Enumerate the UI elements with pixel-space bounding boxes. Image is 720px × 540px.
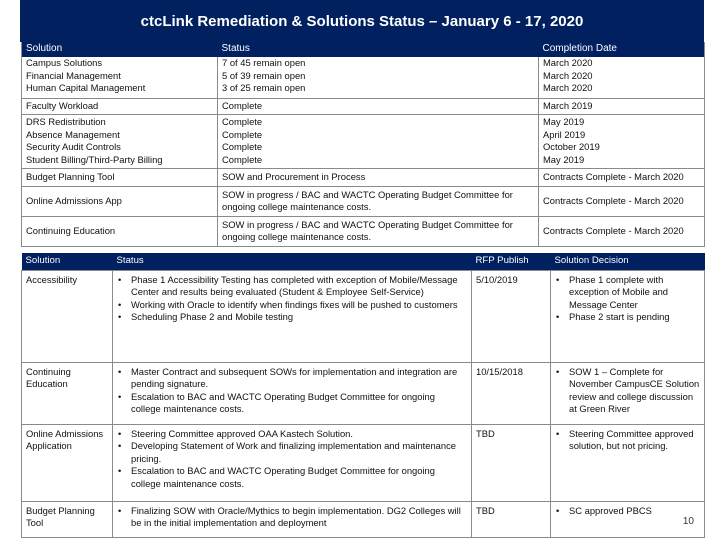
- cell-solution: Budget Planning Tool: [22, 501, 113, 537]
- cell-solution: Absence Management: [22, 129, 218, 142]
- list-item: • Phase 1 Accessibility Testing has completed with exception of Mobile/Message Center and results being evaluated (Student & Employee Self-Service): [117, 274, 467, 299]
- status-list: [117, 274, 467, 324]
- cell-status: Complete: [218, 154, 539, 169]
- table-row: [22, 129, 705, 142]
- list-item: • SOW 1 – Complete for November CampusCE Solution review and college discussion at Green River: [555, 366, 700, 416]
- column-header: Status: [218, 42, 539, 57]
- decision-list: [555, 366, 700, 416]
- cell-solution: Financial Management: [22, 70, 218, 83]
- cell-status: SOW in progress / BAC and WACTC Operating Budget Committee for ongoing college maintenance costs.: [218, 216, 539, 246]
- cell-date: May 2019: [543, 153, 585, 165]
- cell-status: [113, 362, 472, 424]
- table-row: [22, 424, 705, 501]
- cell-date: March 2020: [543, 57, 593, 68]
- table-row: [22, 115, 705, 129]
- status-list: [117, 428, 467, 491]
- cell-date: March 2019: [539, 98, 705, 115]
- table-header-row: [22, 253, 705, 270]
- cell-date: April 2019: [543, 128, 586, 140]
- cell-solution: Security Audit Controls: [22, 141, 218, 154]
- list-item: • Steering Committee approved solution, but not pricing.: [555, 428, 700, 453]
- decision-list: [555, 274, 700, 324]
- cell-decision: [551, 424, 705, 501]
- list-item: • Phase 2 start is pending: [555, 311, 700, 324]
- table-row: [22, 82, 705, 98]
- list-item: • Steering Committee approved OAA Kastech Solution.: [117, 428, 467, 441]
- column-header: RFP Publish: [472, 253, 551, 270]
- cell-rfp: 5/10/2019: [472, 270, 551, 362]
- cell-status: Complete: [218, 141, 539, 154]
- table-header-row: [22, 42, 705, 57]
- cell-decision: [551, 270, 705, 362]
- cell-date: May 2019: [539, 115, 705, 129]
- cell-date: Contracts Complete - March 2020: [539, 169, 705, 187]
- cell-solution: Human Capital Management: [22, 82, 218, 98]
- column-header: Status: [113, 253, 472, 270]
- list-item: • Working with Oracle to identify when findings fixes will be pushed to customers: [117, 299, 467, 312]
- column-header: Solution: [22, 42, 218, 57]
- cell-solution: Continuing Education: [22, 362, 113, 424]
- cell-date: Contracts Complete - March 2020: [539, 216, 705, 246]
- cell-rfp: TBD: [472, 501, 551, 537]
- table-row: [22, 216, 705, 246]
- column-header: Solution: [22, 253, 113, 270]
- cell-date: Contracts Complete - March 2020: [539, 186, 705, 216]
- cell-solution: Student Billing/Third-Party Billing: [22, 154, 218, 169]
- cell-solution: DRS Redistribution: [22, 115, 218, 129]
- cell-rfp: TBD: [472, 424, 551, 501]
- cell-status: Complete: [218, 98, 539, 115]
- cell-status: SOW and Procurement in Process: [218, 169, 539, 187]
- table-row: [22, 98, 705, 115]
- cell-status: 5 of 39 remain open: [218, 70, 539, 83]
- cell-decision: [551, 501, 705, 537]
- list-item: • Finalizing SOW with Oracle/Mythics to begin implementation. DG2 Colleges will be in the initial implementation and deployment: [117, 505, 467, 530]
- cell-status: [113, 424, 472, 501]
- cell-solution: Continuing Education: [22, 216, 218, 246]
- list-item: • Escalation to BAC and WACTC Operating Budget Committee for ongoing college maintenance costs.: [117, 465, 467, 490]
- cell-status: 7 of 45 remain open: [218, 57, 539, 70]
- list-item: • SC approved PBCS: [555, 505, 700, 518]
- decision-list: [555, 428, 700, 453]
- list-item: • Escalation to BAC and WACTC Operating Budget Committee for ongoing college maintenance costs.: [117, 391, 467, 416]
- table-row: [22, 501, 705, 537]
- column-header: Completion Date: [539, 42, 705, 57]
- cell-solution: Campus Solutions: [22, 57, 218, 70]
- status-summary-table: [21, 42, 705, 247]
- cell-date: October 2019: [543, 141, 600, 152]
- cell-status: Complete: [218, 129, 539, 142]
- cell-solution: Online Admissions Application: [22, 424, 113, 501]
- page-title: ctcLink Remediation & Solutions Status – January 6 - 17, 2020: [20, 0, 704, 42]
- table-row: [22, 186, 705, 216]
- cell-rfp: 10/15/2018: [472, 362, 551, 424]
- cell-status: [113, 501, 472, 537]
- table-row: [22, 70, 705, 83]
- status-list: [117, 505, 467, 530]
- solution-decision-table: [21, 253, 705, 538]
- cell-status: Complete: [218, 115, 539, 129]
- list-item: • Phase 1 complete with exception of Mobile and Message Center: [555, 274, 700, 312]
- decision-list: [555, 505, 700, 518]
- cell-date: March 2020: [543, 69, 593, 81]
- list-item: • Master Contract and subsequent SOWs for implementation and integration are pending signature.: [117, 366, 467, 391]
- cell-solution: Faculty Workload: [22, 98, 218, 115]
- cell-status: 3 of 25 remain open: [218, 82, 539, 98]
- table-row: [22, 57, 705, 70]
- cell-solution: Online Admissions App: [22, 186, 218, 216]
- list-item: • Developing Statement of Work and finalizing implementation and maintenance pricing.: [117, 440, 467, 465]
- cell-status: [113, 270, 472, 362]
- cell-solution: Accessibility: [22, 270, 113, 362]
- status-list: [117, 366, 467, 416]
- table-row: [22, 270, 705, 362]
- cell-status: SOW in progress / BAC and WACTC Operating Budget Committee for ongoing college maintenance costs.: [218, 186, 539, 216]
- table-row: [22, 169, 705, 187]
- cell-solution: Budget Planning Tool: [22, 169, 218, 187]
- cell-decision: [551, 362, 705, 424]
- list-item: • Scheduling Phase 2 and Mobile testing: [117, 311, 467, 324]
- table-row: [22, 362, 705, 424]
- table-row: [22, 141, 705, 154]
- cell-date: March 2020: [543, 82, 593, 93]
- table-row: [22, 154, 705, 169]
- column-header: Solution Decision: [551, 253, 705, 270]
- page-number: 10: [682, 516, 694, 527]
